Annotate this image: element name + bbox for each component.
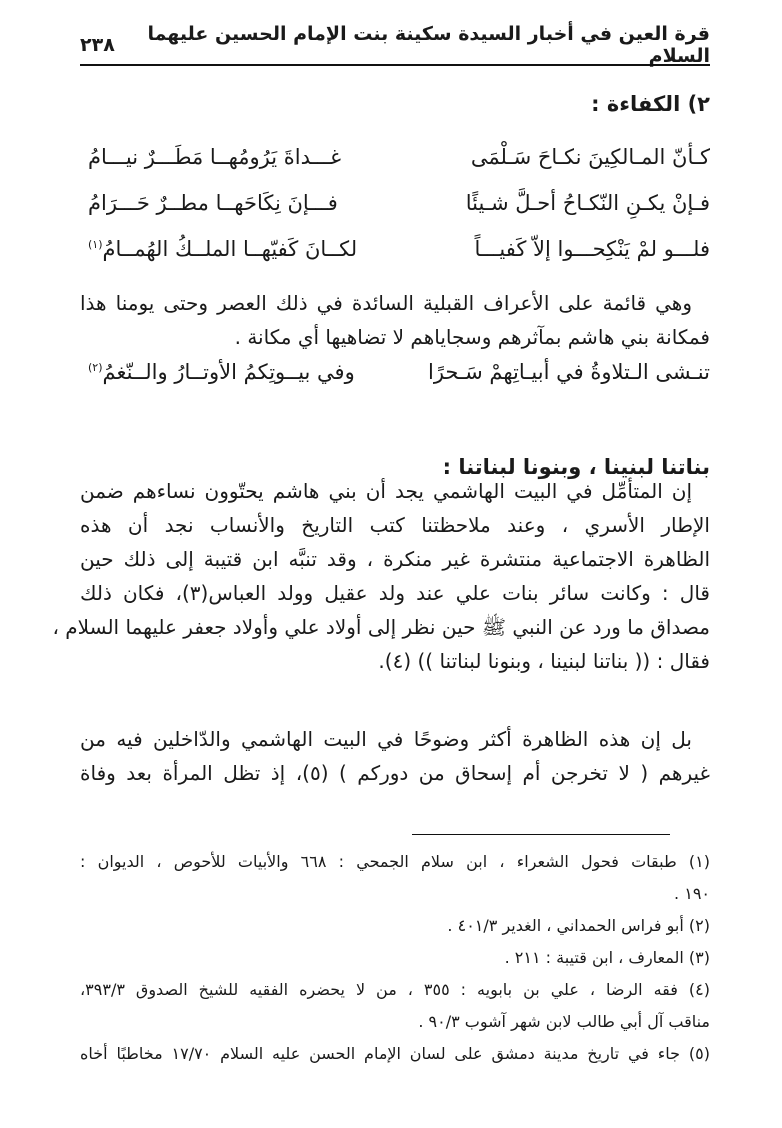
footnote-ref-2: (٢) [88, 361, 103, 374]
verse-3 [88, 226, 710, 272]
header-rule [80, 64, 710, 66]
section-heading: ٢) الكفاءة : [591, 92, 710, 116]
verse-1-first-hemistich: كـأنّ المـالكِينَ نكـاحَ سَـلْمَى [470, 145, 710, 169]
page-header [80, 23, 710, 67]
running-title: قرة العين في أخبار السيدة سكينة بنت الإمام الحسين عليهما السلام [147, 23, 710, 67]
paragraph-3 [80, 722, 710, 790]
verse-2-first-hemistich: فـإنْ يكـنِ النّكـاحُ أحـلَّ شـيئًا [465, 191, 710, 215]
paragraph-3-line-1: بل إن هذه الظاهرة أكثر وضوحًا في البيت الهاشمي والدّاخلين فيه من [80, 727, 692, 751]
verse-4 [88, 352, 710, 392]
verse-3-second-hemistich-text: لكــانَ كَفيّهــا الملــكُ الهُمــامُ [102, 237, 358, 261]
poem-block-2 [88, 352, 710, 392]
paragraph-2-line-4: قال : وكانت سائر بنات علي عند ولد عقيل وولد العباس(٣)، فكان ذلك [80, 581, 710, 605]
footnote-5: (٥) جاء في تاريخ مدينة دمشق على لسان الإمام الحسن عليه السلام ١٧/٧٠ مخاطبًا أخاه [80, 1044, 710, 1063]
footnote-2: (٢) أبو فراس الحمداني ، الغدير ٤٠١/٣ . [447, 916, 710, 935]
footnote-separator [412, 834, 670, 835]
verse-2 [88, 180, 710, 226]
paragraph-2-line-3: الظاهرة الاجتماعية منتشرة غير منكرة ، وقد تنبَّه ابن قتيبة إلى ذلك حين [80, 547, 710, 571]
page-number: ٢٣٨ [80, 34, 115, 56]
subheading: بناتنا لبنينا ، وبنونا لبناتنا : [442, 455, 710, 479]
verse-3-first-hemistich: فلـــو لمْ يَنْكِحـــوا إلاّ كَفيـــاً [474, 237, 710, 261]
footnote-4-line-2: مناقب آل أبي طالب لابن شهر آشوب ٩٠/٣ . [418, 1012, 710, 1031]
footnotes [80, 846, 710, 1070]
verse-4-second-hemistich-text: وفي بيــوتِكمُ الأوتــارُ والــنّغمُ [102, 360, 355, 384]
verse-4-first-hemistich: تنـشى الـتلاوةُ في أبيـاتِهمْ سَـحرًا [427, 360, 710, 384]
footnote-1-line-1: (١) طبقات فحول الشعراء ، ابن سلام الجمحي : ٦٦٨ والأبيات للأحوص ، الديوان : [80, 852, 710, 871]
paragraph-1-line-1: وهي قائمة على الأعراف القبلية السائدة في ذلك العصر وحتى يومنا هذا [80, 291, 692, 315]
verse-4-second-hemistich [88, 360, 418, 384]
verse-3-second-hemistich [88, 237, 418, 261]
paragraph-2-line-6: فقال : (( بناتنا لبنينا ، وبنونا لبناتنا )) (٤). [378, 649, 710, 673]
paragraph-1 [80, 286, 710, 354]
footnote-ref-1: (١) [88, 238, 103, 251]
footnote-3: (٣) المعارف ، ابن قتيبة : ٢١١ . [504, 948, 710, 967]
paragraph-2-line-1: إن المتأمِّل في البيت الهاشمي يجد أن بني هاشم يحتّوون نساءهم ضمن [80, 479, 692, 503]
footnote-4-line-1: (٤) فقه الرضا ، علي بن بابويه : ٣٥٥ ، من لا يحضره الفقيه للشيخ الصدوق ٣٩٣/٣، [80, 980, 710, 999]
verse-1 [88, 134, 710, 180]
paragraph-2-line-5: مصداق ما ورد عن النبي ﷺ حين نظر إلى أولاد علي وأولاد جعفر عليهما السلام ، [52, 615, 710, 639]
poem-block-1 [88, 134, 710, 272]
paragraph-2-line-2: الإطار الأسري ، وعند ملاحظتنا كتب التاريخ والأنساب نجد أن هذه [80, 513, 710, 537]
verse-2-second-hemistich: فـــإنَ نِكَاحَهــا مطــرٌ حَـــرَامُ [88, 191, 338, 215]
footnote-1-line-2: ١٩٠ . [674, 884, 710, 903]
paragraph-2 [52, 474, 710, 678]
paragraph-1-line-2: فمكانة بني هاشم بمآثرهم وسجاياهم لا تضاهيها أي مكانة . [234, 325, 710, 349]
paragraph-3-line-2: غيرهم ( لا تخرجن أم إسحاق من دوركم ) (٥)، إذ تظل المرأة بعد وفاة [80, 761, 710, 785]
verse-1-second-hemistich: غـــداةَ يَرُومُهــا مَطَـــرٌ نيـــامُ [88, 145, 342, 169]
